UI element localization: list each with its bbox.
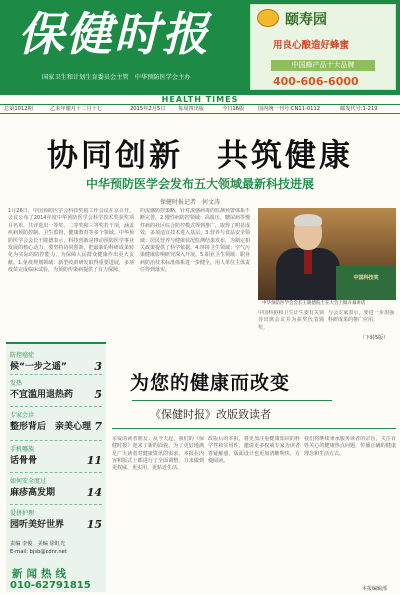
index-page-number: 7 (94, 420, 102, 433)
top-advertisement[interactable] (250, 4, 396, 90)
feature-body-col2: 改版后的本报，将更加注重健康知识的科学性和实用性，邀请更多权威专家为读者答疑解惑，版面设计也更加清晰明快，方便阅读。 (208, 436, 300, 464)
index-title: 候“一步之遥” (10, 362, 67, 372)
editor-contacts (10, 540, 67, 556)
index-title: 园听美好世界 (10, 520, 65, 530)
lead-byline: 保健时报记者 何文涛 (160, 199, 221, 206)
photo-podium (336, 266, 396, 300)
issue-number: 总第1012期 (4, 106, 33, 112)
podium-text: 中国科技奖 (353, 275, 379, 281)
index-page-number: 15 (86, 518, 102, 531)
speaker-photo (258, 208, 396, 300)
index-kicker: 爱拼护理 (10, 510, 35, 517)
index-divider (10, 504, 102, 505)
issue-info-bar (0, 104, 400, 114)
index-title: 麻疹高发期 (10, 488, 56, 498)
index-kicker: 专家会诊 (10, 412, 35, 419)
index-page-number: 14 (86, 486, 102, 499)
index-title: 整形背后 亲美心理 (10, 422, 92, 432)
index-kicker: 发热 (10, 380, 23, 387)
editor-email[interactable]: E-mail: bjsb@cdnr.net (10, 549, 67, 555)
lead-headline[interactable]: 协同创新 共筑健康 (47, 138, 353, 174)
index-divider (10, 406, 102, 407)
feature-subtitle: 《保健时报》改版致读者 (150, 408, 271, 421)
cn-number: 国内统一刊号:CN11-0112 (258, 106, 321, 112)
index-item[interactable] (10, 444, 102, 466)
bee-icon (257, 9, 279, 27)
index-kicker: 防控癌症 (10, 352, 35, 359)
feature-body-col1: 亲爱的读者朋友：从今天起，我们的《保健时报》迎来了新的面貌。为了更好地满足广大读者对健康资讯的需求，本报在内容和版式上都进行了全面调整，力求做到更权威、更实用、更贴近生活。 (112, 436, 204, 472)
sponsors-line: 国家卫生和计划生育委员会主管 中华预防医学会主办 (42, 74, 191, 81)
health-times-label: HEALTH TIMES (161, 95, 239, 104)
index-item[interactable] (10, 378, 102, 400)
index-divider (10, 440, 102, 441)
index-kicker: 如何安全度过 (10, 478, 47, 485)
feature-headline[interactable]: 为您的健康而改变 (130, 372, 291, 394)
ad-brand: 颐寿园 (285, 12, 327, 28)
lead-body-col3: 中国科协和卫生计生委有关领导出席会议并为获奖代表颁奖。 (258, 310, 324, 331)
index-divider (10, 374, 102, 375)
lead-body-col4: 与会专家表示，要进一步加强科研成果的推广应用。 (328, 310, 394, 324)
photo-caption: 中华预防医学会会长王陇德院士在大会上做开幕讲话 (262, 301, 366, 306)
index-item[interactable] (10, 508, 102, 530)
ad-subtitle: 中国蜂产品十大品牌 (271, 60, 375, 71)
ad-slogan: 用良心酿造好蜂蜜 (273, 40, 350, 51)
lead-body-col2: 的流感防控策略，针对流感病毒的监测预警体系不断完善。2.慢性病防控领域：高血压、糖尿病等慢性病的社区综合防控模式得到推广，取得了明显成效，多项适宜技术进入基层。3.营养与食品安全领域：居民营养与健康状况监测结果发布，为制定相关政策提供了科学依据。4.环境卫生领域：空气污染健康影响研究深入开展。5.职业卫生领域：职业病防治技术标准体系进一步健全，用人单位主体责任得到落实。 (140, 208, 250, 274)
newspaper-logo: 保健时报 (18, 7, 210, 61)
index-page-number: 3 (94, 360, 102, 373)
page-count: 今日16版 (222, 106, 245, 112)
hotline-number[interactable]: 010-62791815 (10, 580, 91, 591)
feature-rule-top (132, 400, 332, 401)
continued-note: （下转5版） (360, 335, 389, 341)
hotline-title: 新闻热线 (12, 568, 70, 580)
index-divider (10, 472, 102, 473)
index-title: 不宜滥用退热药 (10, 390, 74, 400)
index-item[interactable] (10, 350, 102, 372)
photo-hair (294, 214, 322, 226)
masthead (0, 0, 400, 95)
feature-signature: 本报编辑部 (362, 586, 388, 592)
photo-tie (304, 250, 312, 274)
index-title: 话骨骨 (10, 456, 38, 466)
index-item[interactable] (10, 476, 102, 498)
weekday: 每周四出版 (178, 106, 204, 112)
page-index-sidebar (6, 342, 106, 592)
ad-phone: 400-606-6000 (273, 75, 359, 88)
issue-date: 2015年2月5日 (130, 106, 166, 112)
editor-names: 责编 李俊 美编 徐虹光 (10, 541, 66, 547)
lunar-date: 乙未年腊月十二月十七 (50, 106, 102, 112)
index-kicker: 手机哪族 (10, 446, 35, 453)
lead-body-col1: 1月26日，中国预防医学会科技奖励工作会议在京召开。会议公布了2014年度中华预防医学会科学技术奖获奖项目名单，共评选出一等奖、二等奖和三等奖若干项，涵盖疾病预防控制、卫生监督、健康教育等多个领域。中华预防医学会会长王陇德表示，科技创新是推动预防医学事业发展的核心动力，要坚持协同创新，把最新的科研成果转化为实际的防控能力，为保障人民群众健康作出更大贡献。1.免疫规划领域：新型疫苗研发取得重要进展，多项疫苗完成临床试验，为预防传染病提供了有力保障。 (8, 208, 134, 274)
feature-rule-bottom (112, 428, 396, 429)
post-code: 邮发代号:1-219 (340, 106, 378, 112)
index-page-number: 11 (86, 454, 102, 467)
lead-subhead: 中华预防医学会发布五大领域最新科技进展 (85, 177, 314, 191)
index-page-number: 5 (94, 388, 102, 401)
index-item[interactable] (10, 410, 102, 432)
feature-body-col3: 我们将继续秉承服务读者的宗旨，关注百姓关心的健康热点问题，传播正确的健康理念和生活方式。 (304, 436, 396, 457)
